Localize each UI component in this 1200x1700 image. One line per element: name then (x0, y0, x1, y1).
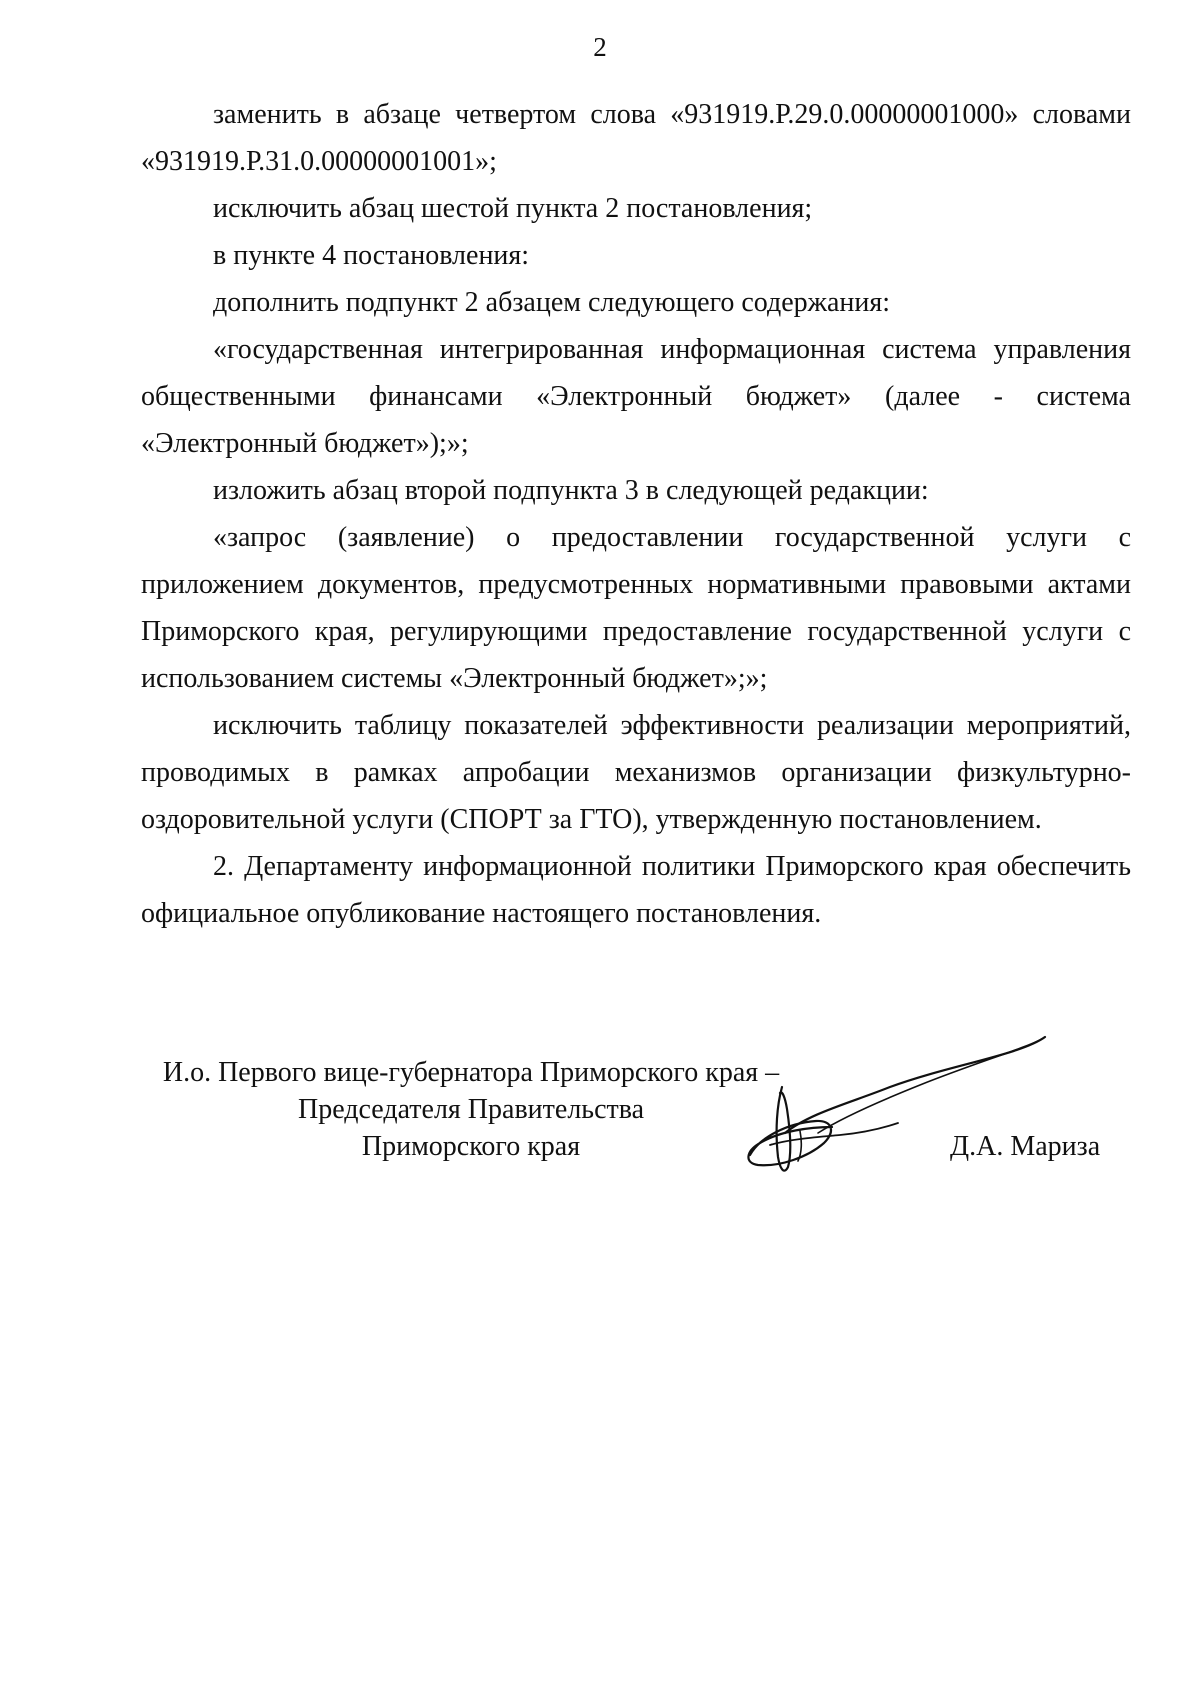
page-number: 2 (593, 32, 607, 62)
document-body (141, 91, 1131, 937)
paragraph-exclude-table: исключить таблицу показателей эффективности реализации мероприятий, проводимых в рамках апробации механизмов организации физкультурно-оздоровительной услуги (СПОРТ за ГТО), утвержденную постановлением. (141, 710, 1131, 835)
paragraph-point-4: в пункте 4 постановления: (213, 240, 530, 271)
paragraph-request-text: «запрос (заявление) о предоставлении государственной услуги с приложением документов, предусмотренных нормативными правовыми актами Приморского края, регулирующими предоставление государственной услуги с использованием системы «Электронный бюджет»;»; (141, 522, 1131, 694)
signatory-title-line-2: Председателя Правительства (297, 1094, 645, 1125)
signatory-title-line-3: Приморского края (361, 1131, 581, 1162)
paragraph-replace-code: заменить в абзаце четвертом слова «931919.Р.29.0.00000001000» словами «931919.Р.31.0.00000001001»; (141, 99, 1131, 177)
paragraph-electronic-budget-definition: «государственная интегрированная информационная система управления общественными финансами «Электронный бюджет» (далее - система «Электронный бюджет»);»; (141, 334, 1131, 459)
paragraph-exclude-item-6: исключить абзац шестой пункта 2 постановления; (213, 193, 813, 224)
signatory-name: Д.А. Мариза (950, 1131, 1101, 1162)
signatory-title-line-1: И.о. Первого вице-губернатора Приморского края – (162, 1057, 780, 1088)
signatory-title (141, 1054, 801, 1165)
paragraph-publication-order: 2. Департаменту информационной политики Приморского края обеспечить официальное опубликование настоящего постановления. (141, 851, 1131, 929)
paragraph-supplement-subpoint-2: дополнить подпункт 2 абзацем следующего содержания: (213, 287, 891, 318)
paragraph-restate-subpoint-3: изложить абзац второй подпункта 3 в следующей редакции: (213, 475, 929, 506)
